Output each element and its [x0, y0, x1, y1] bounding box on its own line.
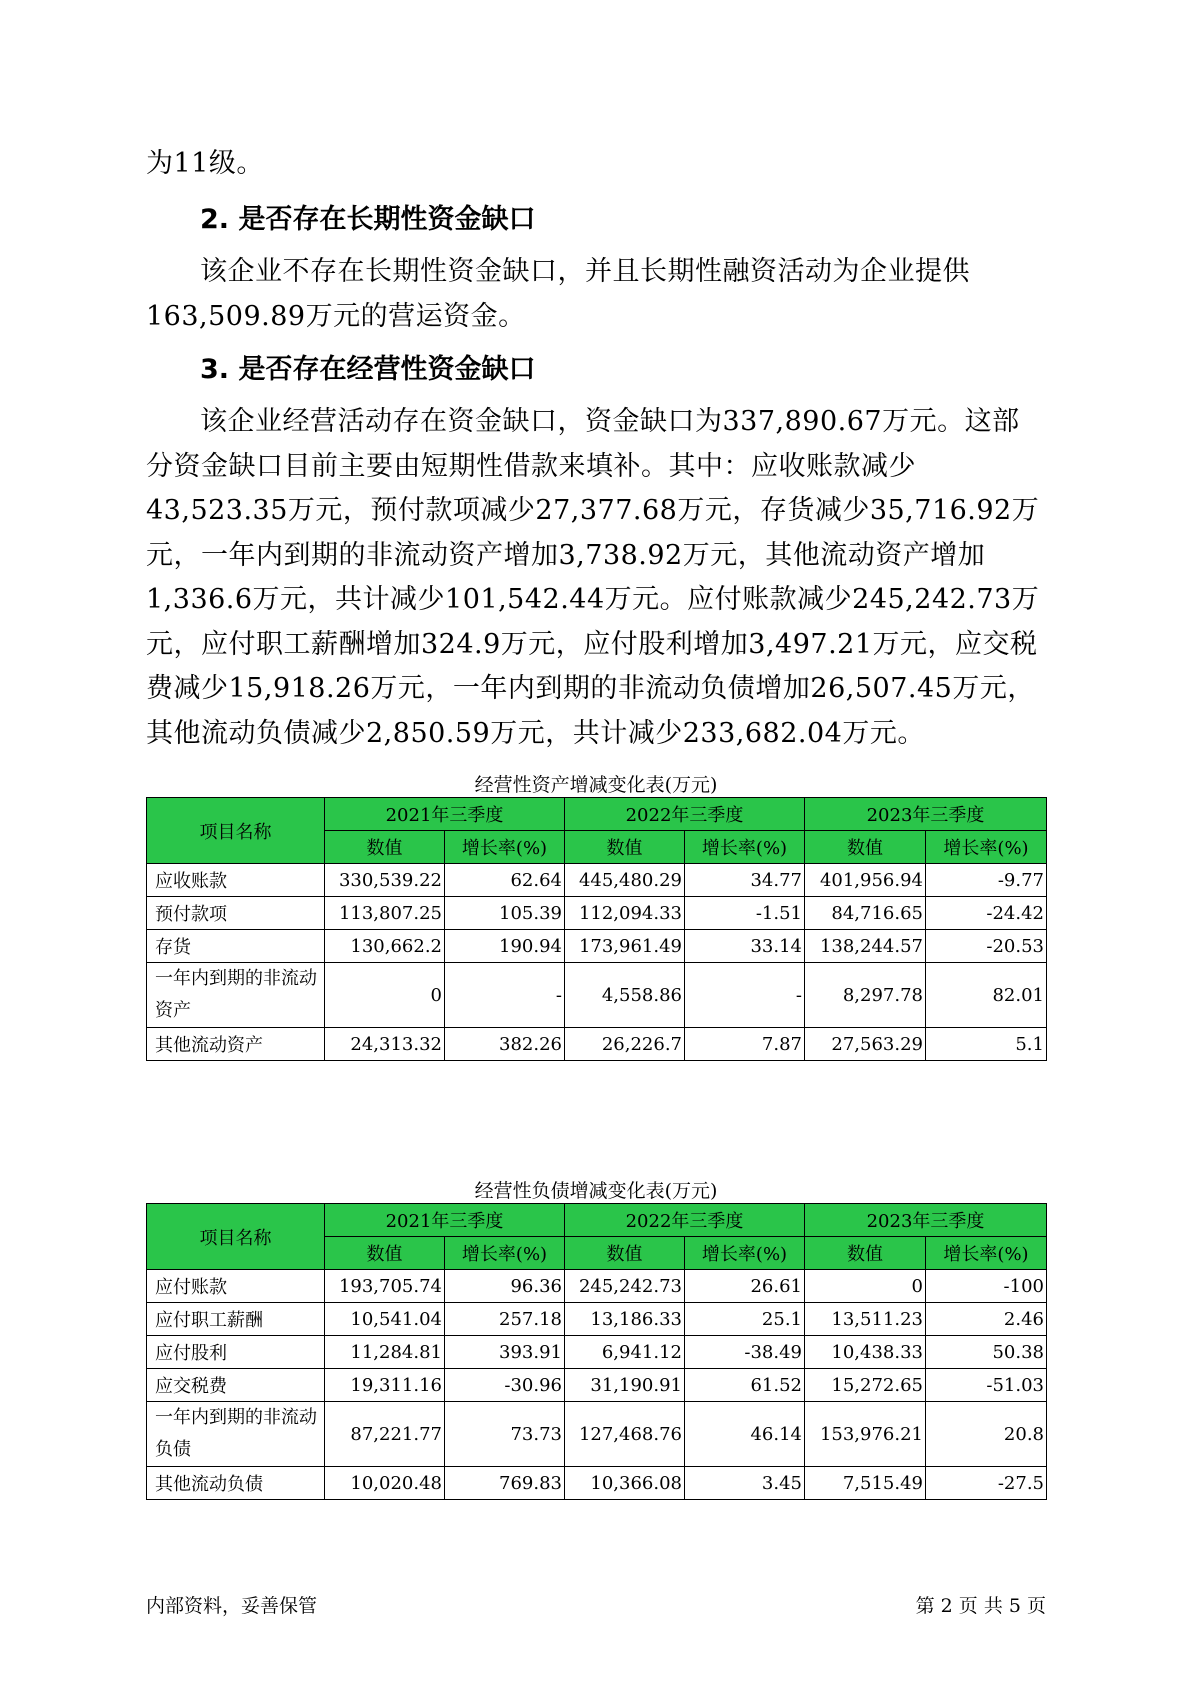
- paragraph-line-top: 为11级。: [146, 148, 264, 179]
- table-row: [147, 1270, 1047, 1303]
- table-row: [147, 930, 1047, 963]
- header-period-2022: 2022年三季度: [565, 1204, 805, 1237]
- header-value: 数值: [325, 1237, 445, 1270]
- cell-value: 24,313.32: [325, 1028, 445, 1061]
- row-name: 预付款项: [147, 897, 325, 930]
- row-name: 一年内到期的非流动资产: [147, 963, 325, 1028]
- header-growth: 增长率(%): [685, 1237, 805, 1270]
- table-assets-title: 经营性资产增减变化表(万元): [474, 774, 718, 796]
- header-period-2021: 2021年三季度: [325, 798, 565, 831]
- header-item-name: 项目名称: [147, 798, 325, 864]
- cell-value: 26,226.7: [565, 1028, 685, 1061]
- cell-growth: 382.26: [445, 1028, 565, 1061]
- cell-value: 127,468.76: [565, 1402, 685, 1467]
- header-value: 数值: [565, 1237, 685, 1270]
- row-name: 应交税费: [147, 1369, 325, 1402]
- footer-page-number: 第 2 页 共 5 页: [915, 1595, 1046, 1617]
- cell-growth: -9.77: [926, 864, 1047, 897]
- cell-value: 10,438.33: [805, 1336, 926, 1369]
- cell-growth: 73.73: [445, 1402, 565, 1467]
- paragraph-long-term-gap: [146, 250, 1046, 339]
- cell-growth: 96.36: [445, 1270, 565, 1303]
- cell-value: 10,020.48: [325, 1467, 445, 1500]
- header-value: 数值: [805, 1237, 926, 1270]
- cell-growth: 46.14: [685, 1402, 805, 1467]
- row-name: 应付职工薪酬: [147, 1303, 325, 1336]
- cell-value: 6,941.12: [565, 1336, 685, 1369]
- cell-growth: 50.38: [926, 1336, 1047, 1369]
- cell-growth: 393.91: [445, 1336, 565, 1369]
- cell-value: 245,242.73: [565, 1270, 685, 1303]
- header-growth: 增长率(%): [445, 1237, 565, 1270]
- cell-value: 401,956.94: [805, 864, 926, 897]
- cell-growth: 2.46: [926, 1303, 1047, 1336]
- cell-value: 0: [325, 963, 445, 1028]
- cell-growth: 7.87: [685, 1028, 805, 1061]
- cell-value: 19,311.16: [325, 1369, 445, 1402]
- cell-value: 84,716.65: [805, 897, 926, 930]
- header-growth: 增长率(%): [926, 831, 1047, 864]
- cell-value: 138,244.57: [805, 930, 926, 963]
- cell-growth: 5.1: [926, 1028, 1047, 1061]
- header-item-name: 项目名称: [147, 1204, 325, 1270]
- paragraph-operating-gap-text: 该企业经营活动存在资金缺口，资金缺口为337,890.67万元。这部分资金缺口目前主要由短期性借款来填补。其中：应收账款减少43,523.35万元，预付款项减少27,377.68万元，存货减少35,716.92万元，一年内到期的非流动资产增加3,738.92万元，其他流动资产增加1,336.6万元，共计减少101,542.44万元。应付账款减少245,242.73万元，应付职工薪酬增加324.9万元，应付股利增加3,497.21万元，应交税费减少15,918.26万元，一年内到期的非流动负债增加26,507.45万元，其他流动负债减少2,850.59万元，共计减少233,682.04万元。: [146, 406, 1040, 749]
- cell-growth: 20.8: [926, 1402, 1047, 1467]
- cell-value: 27,563.29: [805, 1028, 926, 1061]
- cell-value: 10,541.04: [325, 1303, 445, 1336]
- cell-value: 31,190.91: [565, 1369, 685, 1402]
- cell-value: 173,961.49: [565, 930, 685, 963]
- table-row: [147, 897, 1047, 930]
- row-name: 一年内到期的非流动负债: [147, 1402, 325, 1467]
- paragraph-long-term-gap-text: 该企业不存在长期性资金缺口，并且长期性融资活动为企业提供163,509.89万元的营运资金。: [146, 256, 970, 332]
- table-row: [147, 864, 1047, 897]
- row-name: 应付股利: [147, 1336, 325, 1369]
- cell-growth: 3.45: [685, 1467, 805, 1500]
- row-name: 存货: [147, 930, 325, 963]
- cell-value: 113,807.25: [325, 897, 445, 930]
- cell-value: 0: [805, 1270, 926, 1303]
- cell-growth: 769.83: [445, 1467, 565, 1500]
- cell-value: 8,297.78: [805, 963, 926, 1028]
- cell-growth: 82.01: [926, 963, 1047, 1028]
- cell-value: 130,662.2: [325, 930, 445, 963]
- header-period-2023: 2023年三季度: [805, 798, 1047, 831]
- table-liabilities-title: 经营性负债增减变化表(万元): [474, 1180, 718, 1202]
- table-row: [147, 963, 1047, 1028]
- cell-value: 13,511.23: [805, 1303, 926, 1336]
- cell-growth: 62.64: [445, 864, 565, 897]
- cell-growth: 34.77: [685, 864, 805, 897]
- cell-growth: -: [685, 963, 805, 1028]
- header-growth: 增长率(%): [445, 831, 565, 864]
- cell-value: 87,221.77: [325, 1402, 445, 1467]
- row-name: 应收账款: [147, 864, 325, 897]
- header-period-2022: 2022年三季度: [565, 798, 805, 831]
- cell-growth: -: [445, 963, 565, 1028]
- cell-growth: -27.5: [926, 1467, 1047, 1500]
- cell-value: 7,515.49: [805, 1467, 926, 1500]
- row-name: 应付账款: [147, 1270, 325, 1303]
- table-assets: [146, 797, 1047, 1061]
- cell-growth: 25.1: [685, 1303, 805, 1336]
- table-liabilities: [146, 1203, 1047, 1500]
- cell-growth: 61.52: [685, 1369, 805, 1402]
- heading-operating-gap: 3. 是否存在经营性资金缺口: [200, 354, 536, 385]
- cell-growth: -1.51: [685, 897, 805, 930]
- table-row: [147, 1369, 1047, 1402]
- row-name: 其他流动资产: [147, 1028, 325, 1061]
- table-row: [147, 1402, 1047, 1467]
- cell-value: 193,705.74: [325, 1270, 445, 1303]
- cell-value: 4,558.86: [565, 963, 685, 1028]
- table-row: [147, 1336, 1047, 1369]
- cell-value: 11,284.81: [325, 1336, 445, 1369]
- header-value: 数值: [565, 831, 685, 864]
- table-row: [147, 1028, 1047, 1061]
- cell-growth: -38.49: [685, 1336, 805, 1369]
- header-period-2023: 2023年三季度: [805, 1204, 1047, 1237]
- cell-growth: 33.14: [685, 930, 805, 963]
- row-name: 其他流动负债: [147, 1467, 325, 1500]
- cell-value: 13,186.33: [565, 1303, 685, 1336]
- cell-value: 330,539.22: [325, 864, 445, 897]
- cell-growth: -30.96: [445, 1369, 565, 1402]
- cell-growth: -20.53: [926, 930, 1047, 963]
- cell-value: 15,272.65: [805, 1369, 926, 1402]
- paragraph-operating-gap: [146, 400, 1046, 756]
- cell-growth: 105.39: [445, 897, 565, 930]
- header-growth: 增长率(%): [926, 1237, 1047, 1270]
- cell-growth: -51.03: [926, 1369, 1047, 1402]
- header-value: 数值: [325, 831, 445, 864]
- footer-confidential-note: 内部资料，妥善保管: [146, 1595, 318, 1617]
- cell-growth: 257.18: [445, 1303, 565, 1336]
- cell-growth: 190.94: [445, 930, 565, 963]
- table-row: [147, 1467, 1047, 1500]
- cell-growth: 26.61: [685, 1270, 805, 1303]
- header-period-2021: 2021年三季度: [325, 1204, 565, 1237]
- cell-growth: -24.42: [926, 897, 1047, 930]
- cell-growth: -100: [926, 1270, 1047, 1303]
- table-row: [147, 1303, 1047, 1336]
- header-growth: 增长率(%): [685, 831, 805, 864]
- cell-value: 10,366.08: [565, 1467, 685, 1500]
- cell-value: 445,480.29: [565, 864, 685, 897]
- header-value: 数值: [805, 831, 926, 864]
- cell-value: 153,976.21: [805, 1402, 926, 1467]
- heading-long-term-gap: 2. 是否存在长期性资金缺口: [200, 204, 536, 235]
- cell-value: 112,094.33: [565, 897, 685, 930]
